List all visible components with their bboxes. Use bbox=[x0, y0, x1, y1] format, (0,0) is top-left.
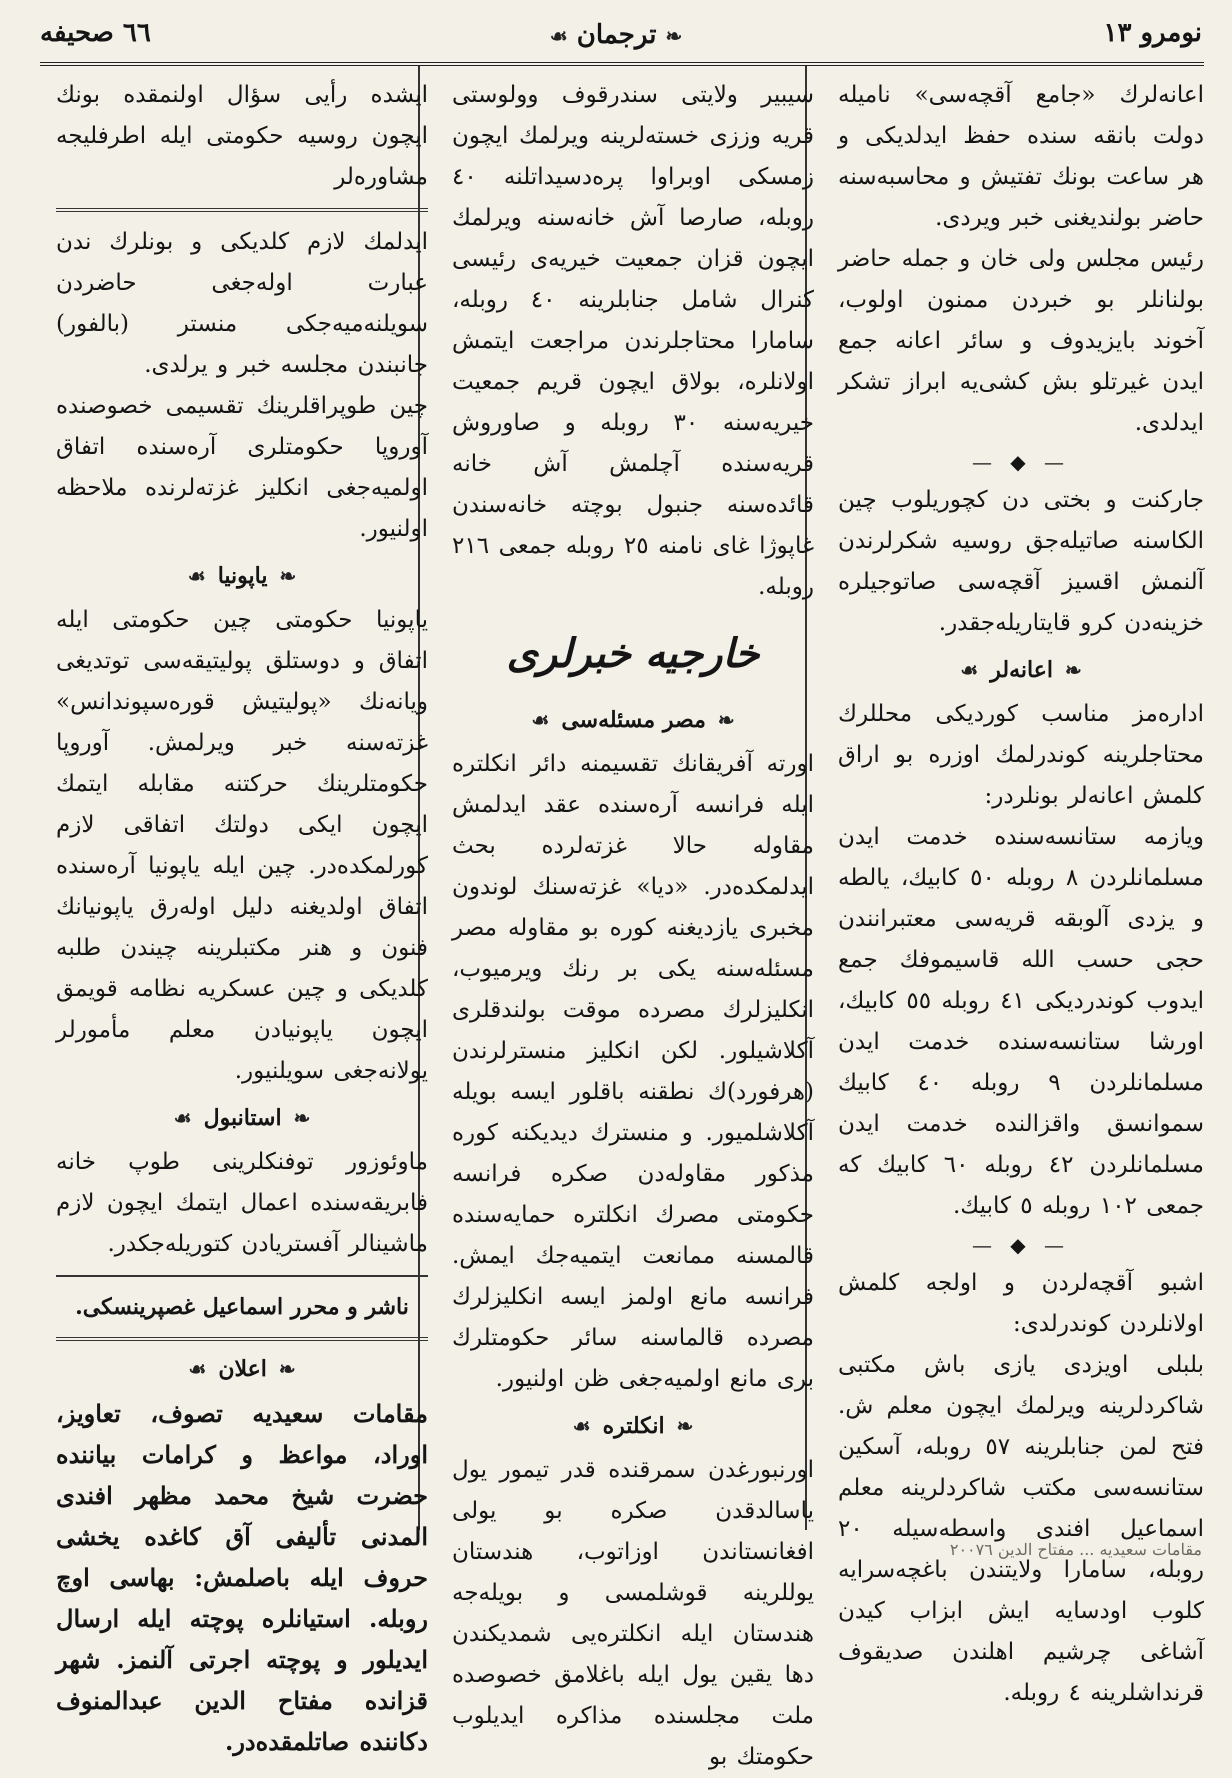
article-paragraph: رئیس مجلس ولی خان و جمله حاضر بولنانلر بو خبردن ممنون اولوب، آخوند بایزیدوف و سائر اعانه جمع ایدن غیرتلو بش کشی‌یه ابراز تشکر ایدلدی. bbox=[838, 246, 1204, 436]
middle-column bbox=[452, 75, 814, 1778]
newspaper-title: ترجمان bbox=[576, 20, 657, 50]
article-paragraph: اعانه‌لرك «جامع آقچه‌سی» نامیله دولت بانقه سنده حفظ ایدلدیکی و هر ساعت بونك تفتیش و محاسبه‌سنه حاضر بولندیغنی خبر ویردی. bbox=[838, 82, 1204, 231]
advertisement-heading: ❧ اعلان ☙ bbox=[188, 1356, 296, 1382]
ornament-icon: ❧ bbox=[676, 1414, 694, 1438]
separator-diamond-icon: — ◆ — bbox=[971, 450, 1071, 474]
section-heading: ❧ یاپونیا ☙ bbox=[187, 563, 297, 589]
bottom-margin-notes: مقامات سعیدیه ... مفتاح الدین ٢٠٠٧٦ bbox=[949, 1540, 1202, 1559]
issue-number: نومرو ١٣ bbox=[1103, 18, 1202, 48]
ornament-icon: ☙ bbox=[187, 564, 206, 588]
right-column bbox=[838, 75, 1204, 1714]
ornament-icon: ☙ bbox=[960, 658, 979, 682]
section-heading: ❧ اعانه‌لر ☙ bbox=[960, 657, 1082, 683]
ornament-icon: ☙ bbox=[173, 1106, 192, 1130]
article-paragraph: ایدلمك لازم کلدیکی و بونلرك ندن عبارت اوله‌جغی حاضردن سویلنه‌میه‌جکی منستر (بالفور) جانبندن مجلسه خبر و یرلدی. bbox=[56, 229, 428, 378]
masthead bbox=[516, 20, 716, 50]
article-paragraph: اورته آفریقانك تقسیمنه دائر انکلتره ایله فرانسه آره‌سنده عقد ایدلمش مقاوله حالا غزته‌لرده بحث ایدلمکده‌در. «دیا» غزته‌سنك لوندون مخبری یازدیغنه کوره بو مقاوله مصر مسئله‌سنه یکی بر رنك ویرمیوب، انکلیزلرك مصرده موقت بولندقلری آکلاشیلور. لکن انکلیز منسترلرندن (هرفورد)ك نطقنه باقلور ایسه بویله آکلاشلمیور. و منسترك دیدیکنه کوره مذکور مقاوله‌دن صکره فرانسه حکومتی مصرك انکلتره حمایه‌سنده قالمسنه ممانعت ایتمیه‌جك ایمش. فرانسه مانع اولمز ایسه انکلیزلرك مصرده قالماسنه سائر حکومتلرك بری مانع اولمیه‌جغی ظن اولنیور. bbox=[452, 751, 814, 1392]
ornament-icon: ❧ bbox=[279, 564, 297, 588]
section-heading: ❧ انکلتره ☙ bbox=[572, 1413, 694, 1439]
left-column bbox=[56, 75, 428, 1762]
article-paragraph: سیبیر ولایتی سندرقوف وولوستی قریه وززی خسته‌لرینه ویرلمك ایچون زمسکی اوبراوا پره‌دسیداتلنه ٤٠ روبله، صارصا آش خانه‌سنه ویرلمك ایچون قزان جمعیت خیریه‌ی رئیسی کنرال شامل جنابلرینه ٤٠ روبله، سامارا محتاجلرندن مراجعت ایتمش اولانلره، بولاق ایچون قریم جمعیت خیریه‌سنه ٣٠ روبله و صاوروش قریه‌سنده آچلمش آش خانه قائده‌سنه جنبول بوچته خانه‌سندن غاپوژا غا‌ی نامنه ٢٥ روبله جمعی ٢١٦ روبله. bbox=[452, 82, 814, 600]
publisher-line: ناشر و محرر اسماعیل غصپرینسکی. bbox=[75, 1294, 409, 1320]
ornament-icon: ❧ bbox=[717, 708, 735, 732]
article-paragraph: ویازمه ستانسه‌سنده خدمت ایدن مسلمانلردن ٨ روبله ٥٠ کابیك، یالطه و یزدی آلوبقه قریه‌سی معتبرانندن حجی حسب الله قاسیموفك جمع ایدوب کوندردیکی ٤١ روبله ٥٥ کابیك، اورشا ستانسه‌سنده خدمت ایدن مسلمانلردن ٩ روبله ٤٠ کابیك سموانسق واقزالنده خدمت ایدن مسلمانلردن ٤٢ روبله ٦٠ کابیك که جمعی ١٠٢ روبله ٥ کابیك. bbox=[838, 824, 1205, 1219]
article-paragraph: اداره‌مز مناسب کوردیکی محللرك محتاجلرینه کوندرلمك اوزره بو اراق کلمش اعانه‌لر بونلردر: bbox=[838, 701, 1204, 809]
header-rule bbox=[40, 62, 1204, 66]
section-heading: ❧ مصر مسئله‌سی ☙ bbox=[531, 707, 735, 733]
article-paragraph: ایشده رأیی سؤال اولنمقده بونك ایچون روسیه حکومتی ایله اطرفلیجه مشاوره‌لر bbox=[56, 82, 428, 190]
separator-diamond-icon: — ◆ — bbox=[971, 1233, 1071, 1257]
ornament-icon: ❧ bbox=[293, 1106, 311, 1130]
article-paragraph: یاپونیا حکومتی چین حکومتی ایله اتفاق و دوستلق پولیتیقه‌سی توتدیغی ویانه‌نك «پولیتیش قوره‌سپوندانس» غزته‌سنه خبر ویرلمش. آوروپا حکومتلرینك حرکتنه مقابله ایتمك ایچون ایکی دولتك اتفاقی لازم کورلمکده‌در. چین ایله یاپونیا آره‌سنده اتفاق اولدیغنه دلیل اوله‌رق یاپونیانك فنون و هنر مکتبلرینه چیندن طلبه کلدیکی و چین عسکریه نظامه قویمق ایچون یاپونیادن معلم مأمورلر یولانه‌جغی سویلنیور. bbox=[56, 607, 428, 1084]
section-heading: ❧ استانبول ☙ bbox=[173, 1105, 311, 1131]
ornament-icon: ❧ bbox=[1064, 658, 1082, 682]
article-paragraph: اشبو آقچه‌لردن و اولجه کلمش اولانلردن کوندرلدی: bbox=[838, 1270, 1204, 1337]
ornament-icon: ☙ bbox=[549, 24, 568, 48]
ornament-icon: ☙ bbox=[572, 1414, 591, 1438]
article-paragraph: جارکنت و بختی دن کچوریلوب چین الکاسنه صاتیله‌جق روسیه شکرلرندن آلنمش اقسیز آقچه‌سی صاتوجیلره خزینه‌دن کرو قایتاریله‌جقدر. bbox=[838, 487, 1204, 636]
article-paragraph: ماوئوزور توفنکلرینی طوپ خانه فابریقه‌سنده اعمال ایتمك ایچون لازم ماشینالر آفستریادن کتوریله‌جکدر. bbox=[56, 1149, 428, 1257]
article-paragraph: چین طوپراقلرینك تقسیمی خصوصنده آوروپا حکومتلری آره‌سنده اتفاق اولمیه‌جغی انکلیز غزته‌لرنده ملاحظه اولنیور. bbox=[56, 393, 428, 542]
ornament-icon: ❧ bbox=[665, 24, 683, 48]
rule bbox=[56, 1275, 428, 1277]
page-number: ٦٦ صحيفه bbox=[40, 18, 151, 48]
article-paragraph: اورنبورغدن سمرقنده قدر تیمور یول یاسالدقدن صکره بو یولی افغانستاندن اوزاتوب، هندستان یوللرینه قوشلمسی و بویله‌جه هندستان ایله انکلتره‌یی شمدیکندن دها یقین یول ایله باغلامق خصوصده ملت مجلسنده مذاکره ایدیلوب حکومتك بو bbox=[452, 1457, 814, 1770]
ornament-icon: ☙ bbox=[188, 1357, 207, 1381]
ornament-icon: ☙ bbox=[531, 708, 550, 732]
double-rule bbox=[56, 1337, 428, 1341]
advertisement-text: مقامات سعیدیه تصوف، تعاویز، اوراد، مواعظ و کرامات بیاننده حضرت شیخ محمد مظهر افندی المدنی تألیفی آق کاغده یخشی حروف ایله باصلمش: بهاسی اوچ روبله. استیانلره پوچته ایله ارسال ایدیلور و پوچته اجرتی آلنمز. شهر قزانده مفتاح الدین عبدالمنوف دکاننده صاتلمقده‌در. bbox=[56, 1399, 428, 1756]
ornament-icon: ❧ bbox=[278, 1357, 296, 1381]
double-rule bbox=[56, 208, 428, 212]
foreign-news-heading: خارجیه خبرلری bbox=[506, 630, 760, 677]
article-paragraph: بلبلی اویزدی یازی باش مکتبی شاکردلرینه ویرلمك ایچون معلم ش. فتح لمن جنابلرینه ٥٧ روبله، آسکین ستانسه‌سی مکتب شاکردلرینه معلم اسماعیل افندی واسطه‌سیله ٢٠ روبله، سامارا ولایتندن باغچه‌سرایه کلوب اودسایه ایش ابزاب کیدن آشاغی چرشیم اهلندن صدیقوف قرنداشلرینه ٤ روبله. bbox=[838, 1352, 1205, 1706]
